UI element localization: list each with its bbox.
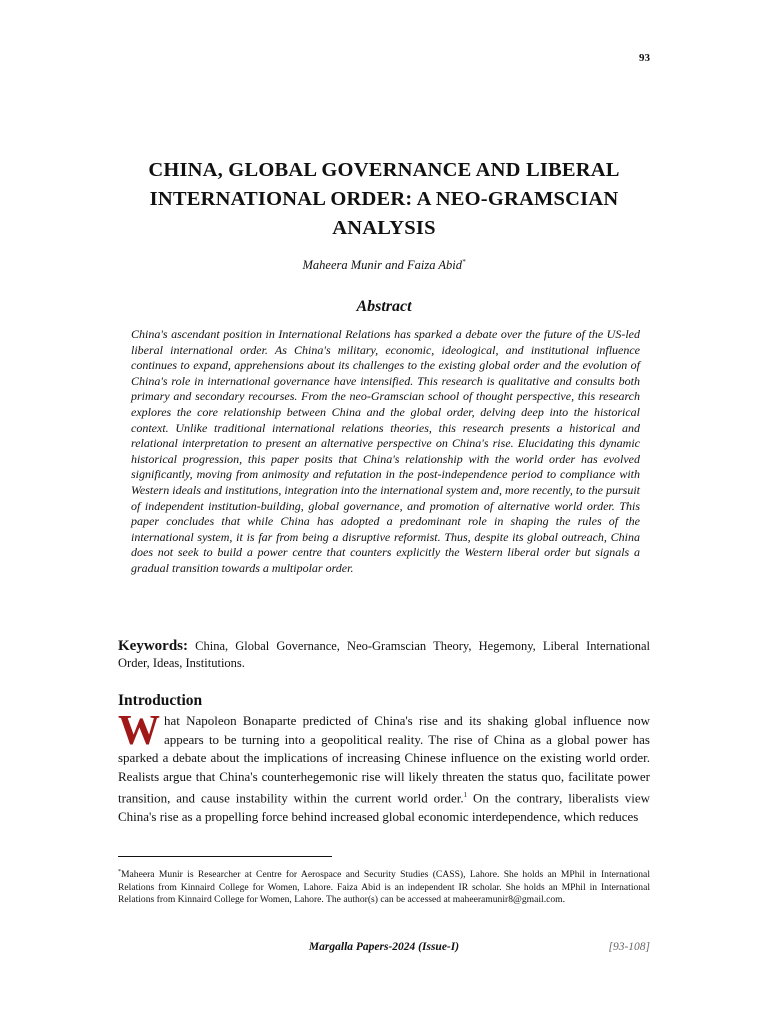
journal-footer: Margalla Papers-2024 (Issue-I) <box>308 941 460 953</box>
authors-line <box>0 258 768 273</box>
keywords-list: China, Global Governance, Neo-Gramscian Theory, Hegemony, Liberal International Order, Ideas, Institutions. <box>118 639 650 670</box>
author-footnote <box>118 866 650 907</box>
introduction-heading: Introduction <box>118 692 203 709</box>
introduction-text-part-2: On the contrary, liberalists view China's rise as a propelling force behind increased global economic interdependence, which reduces <box>118 790 650 824</box>
abstract-body: China's ascendant position in International Relations has sparked a debate over the future of the US-led liberal international order. As China's military, economic, ideological, and institutional influence continues to expand, apprehensions about its challenges to the existing global order and the evolution of China's role in international governance have intensified. This research is qualitative and consults both primary and secondary recourses. From the neo-Gramscian school of thought perspective, this research explores the core relationship between China and the global order, delving deep into the historical context. Unlike traditional international relations theories, this research presents a historical and relational interpretation to present an alternative perspective on China's rise. Elucidating this dynamic historical progression, this paper posits that China's relationship with the world order has evolved significantly, moving from animosity and refutation in the post-independence period to compliance with Western ideals and institutions, integration into the international system and, more recently, to the pursuit of independent institution-building, global governance, and promotion of alternative world order. This paper concludes that while China has adopted a predominant role in shaping the rules of the international system, it is far from being a disruptive reformist. Thus, despite its global outreach, China does not seek to build a power centre that counters explicitly the Western liberal order but signals a gradual transition towards a multipolar order. <box>131 327 640 575</box>
abstract-heading: Abstract <box>356 298 412 315</box>
keywords-label: Keywords: <box>118 638 188 654</box>
footnote-divider <box>118 856 332 857</box>
page-number: 93 <box>639 52 650 64</box>
footnote-mark: * <box>118 869 121 875</box>
introduction-paragraph <box>118 708 650 826</box>
article-title: CHINA, GLOBAL GOVERNANCE AND LIBERAL INTERNATIONAL ORDER: A NEO-GRAMSCIAN ANALYSIS <box>148 159 620 239</box>
drop-cap-letter: W <box>118 708 160 754</box>
author-names: Maheera Munir and Faiza Abid <box>302 258 462 273</box>
author-footnote-mark: * <box>461 258 466 266</box>
footnote-reference: 1 <box>463 791 468 799</box>
footnote-text: Maheera Munir is Researcher at Centre for Aerospace and Security Studies (CASS), Lahore. She holds an MPhil in International Relations from Kinnaird College for Women, Lahore. Faiza Abid is an independent IR scholar. She holds an MPhil in International Relations from Kinnaird College for Women, Lahore. The author(s) can be accessed at maheeramunir8@gmail.com. <box>118 869 650 906</box>
keywords-paragraph <box>118 638 650 672</box>
introduction-text-part-1: hat Napoleon Bonaparte predicted of China's rise and its shaking global influence now appears to be turning into a geopolitical reality. The rise of China as a global power has sparked a debate about the implications of increasing Chinese influence on the existing world order. Realists argue that China's counterhegemonic rise will likely threaten the status quo, facilitate power transition, and cause instability within the current world order. <box>118 713 650 806</box>
page-range: [93-108] <box>608 941 650 953</box>
